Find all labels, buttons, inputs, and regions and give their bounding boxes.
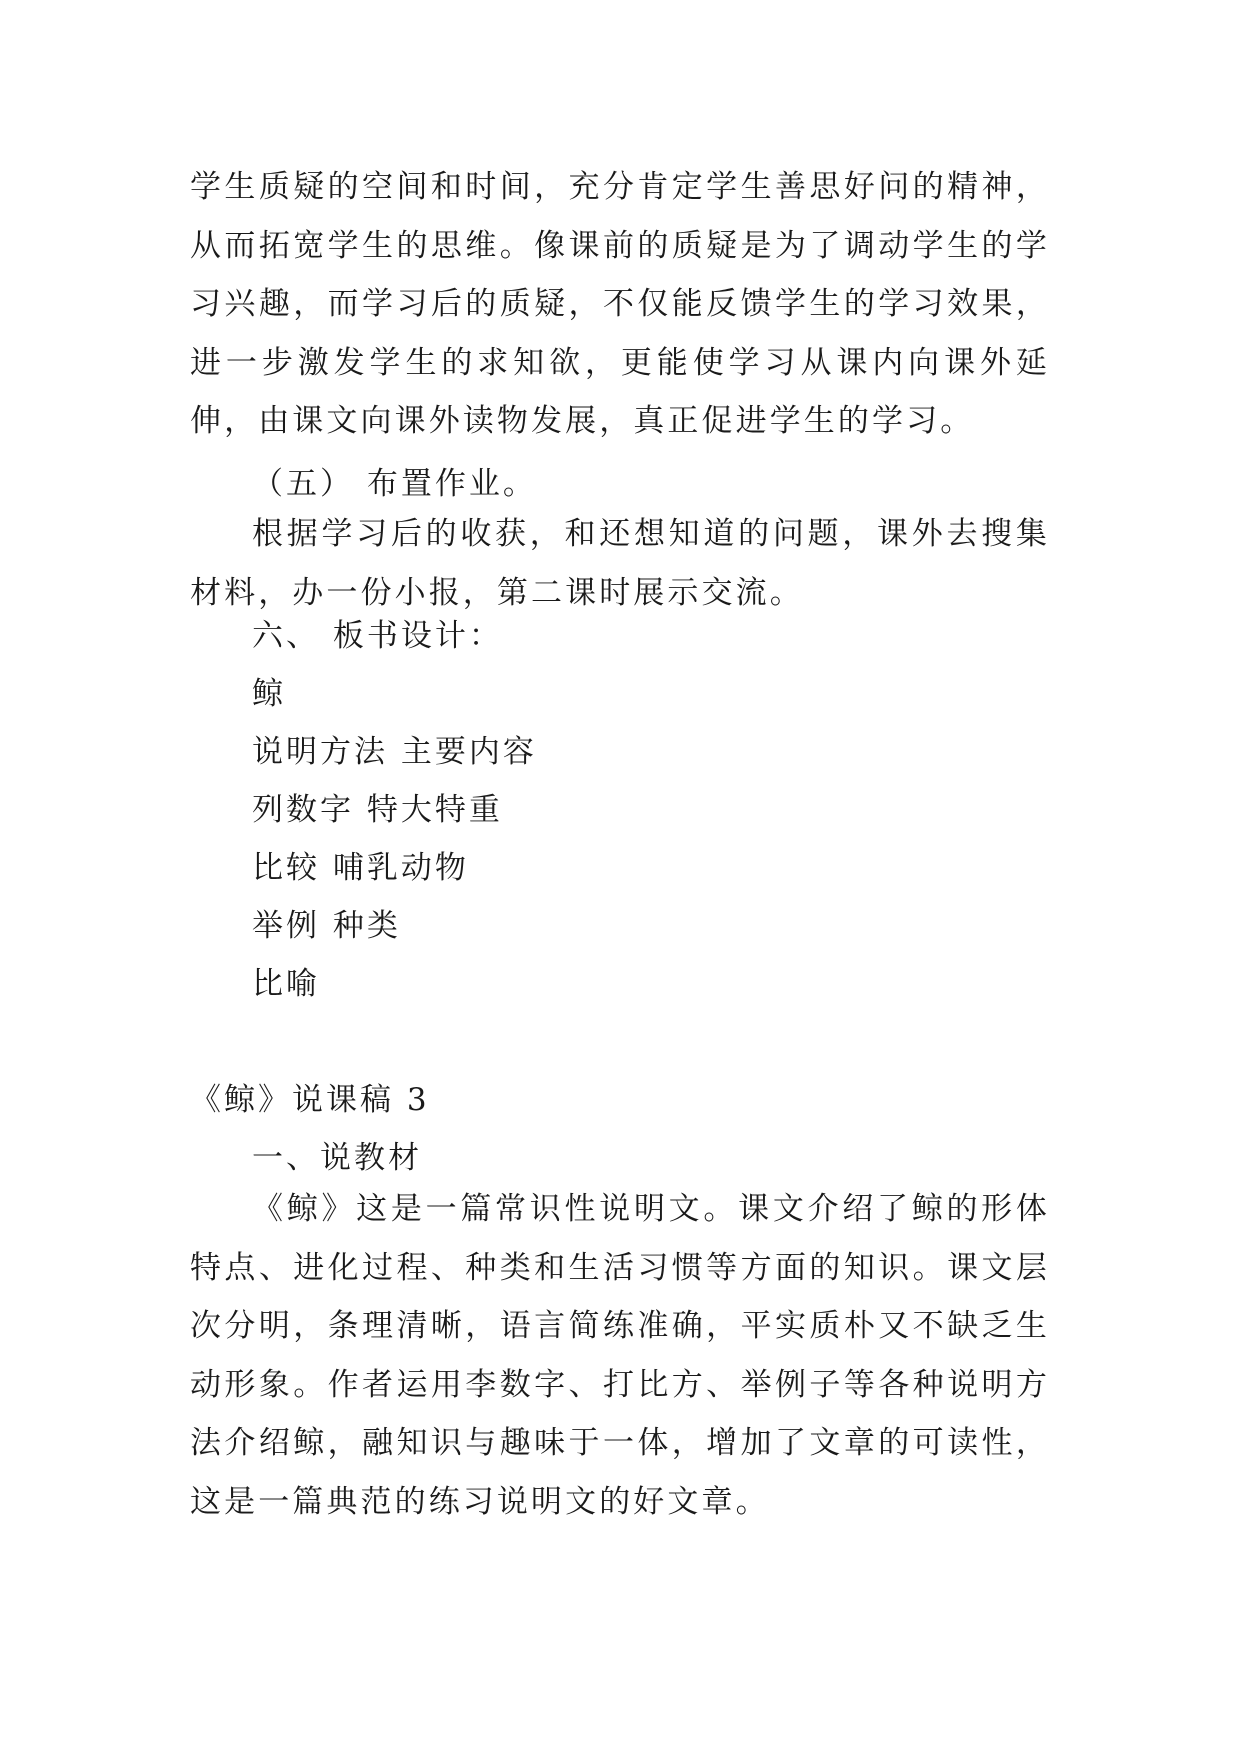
board-row: 举例 种类 xyxy=(252,908,401,944)
board-row: 比喻 xyxy=(252,966,320,1002)
section-title: 《鲸》说课稿 3 xyxy=(190,1082,430,1118)
board-row: 说明方法 主要内容 xyxy=(252,734,537,770)
heading-board-design: 六、 板书设计： xyxy=(252,618,503,654)
board-title: 鲸 xyxy=(252,676,286,712)
heading-textbook: 一、说教材 xyxy=(252,1140,422,1176)
heading-homework: （五） 布置作业。 xyxy=(252,466,537,502)
paragraph-homework: 根据学习后的收获，和还想知道的问题，课外去搜集材料，办一份小报，第二课时展示交流。 xyxy=(190,516,1050,611)
board-row: 列数字 特大特重 xyxy=(252,792,503,828)
paragraph-textbook: 《鲸》这是一篇常识性说明文。课文介绍了鲸的形体特点、进化过程、种类和生活习惯等方面的知识。课文层次分明，条理清晰，语言简练准确，平实质朴又不缺乏生动形象。作者运用李数字、打比方、举例子等各种说明方法介绍鲸，融知识与趣味于一体，增加了文章的可读性，这是一篇典范的练习说明文的好文章。 xyxy=(190,1191,1050,1520)
board-row: 比较 哺乳动物 xyxy=(252,850,469,886)
paragraph-questioning: 学生质疑的空间和时间，充分肯定学生善思好问的精神，从而拓宽学生的思维。像课前的质疑是为了调动学生的学习兴趣，而学习后的质疑，不仅能反馈学生的学习效果，进一步激发学生的求知欲，更能使学习从课内向课外延伸，由课文向课外读物发展，真正促进学生的学习。 xyxy=(190,169,1050,439)
